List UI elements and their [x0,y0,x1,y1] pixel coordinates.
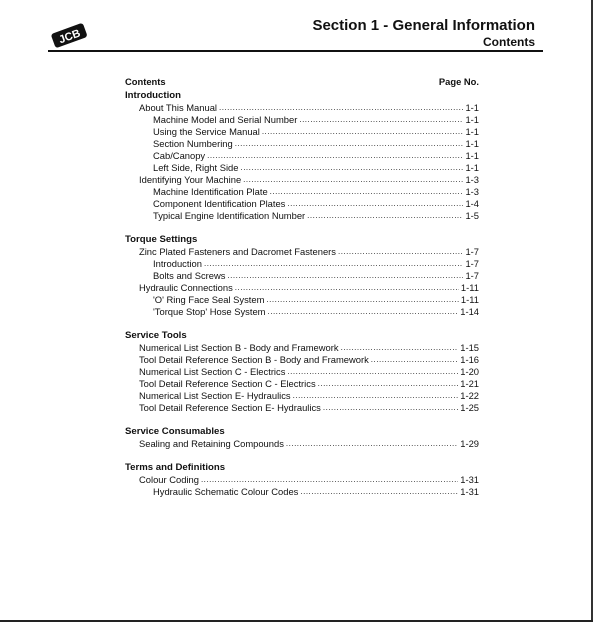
toc-section-title: Service Consumables [125,426,225,437]
toc-section-title: Introduction [125,90,181,101]
toc-entry-label: 'O' Ring Face Seal System [153,294,265,305]
toc-entry-page: 1-11 [460,282,479,293]
toc-entry-label: Left Side, Right Side [153,162,239,173]
toc-entry[interactable] [125,378,479,390]
toc-entry-page: 1-31 [460,474,479,485]
toc-entry[interactable] [125,246,479,258]
dot-leader [338,248,463,258]
toc-entry-page: 1-1 [465,150,479,161]
dot-leader [268,308,459,318]
toc-entry-label: Sealing and Retaining Compounds [139,438,284,449]
toc-entry[interactable] [125,126,479,138]
toc-entry-page: 1-1 [465,102,479,113]
toc-entry-page: 1-16 [460,354,479,365]
dot-leader [243,176,463,186]
toc-entry-label: Introduction [153,258,202,269]
toc-section-title: Service Tools [125,330,187,341]
dot-leader [323,404,458,414]
toc-entry-page: 1-1 [465,138,479,149]
toc-entry-label: Tool Detail Reference Section C - Electrics [139,378,316,389]
dot-leader [204,260,463,270]
toc-sections [125,90,479,498]
toc-entry[interactable] [125,150,479,162]
toc-entry[interactable] [125,198,479,210]
dot-leader [318,380,459,390]
header-rule [48,50,543,52]
toc-entry-page: 1-1 [465,162,479,173]
section-title: Section 1 - General Information [312,17,535,34]
toc-entry-label: Machine Identification Plate [153,186,268,197]
toc-entry-label: Hydraulic Connections [139,282,233,293]
toc-entry-page: 1-7 [465,270,479,281]
dot-leader [371,356,458,366]
toc-entry[interactable] [125,486,479,498]
toc-entry[interactable] [125,354,479,366]
dot-leader [207,152,463,162]
toc-section [125,90,479,222]
dot-leader [287,200,463,210]
toc-page-heading: Page No. [438,76,479,87]
toc-entry[interactable] [125,270,479,282]
toc-entry[interactable] [125,114,479,126]
toc-entry[interactable] [125,162,479,174]
toc-entry[interactable] [125,258,479,270]
toc-entry-page: 1-25 [460,402,479,413]
toc-entry-label: Machine Model and Serial Number [153,114,298,125]
dot-leader [240,164,463,174]
toc-entry-label: Typical Engine Identification Number [153,210,306,221]
toc-entry-label: Numerical List Section E- Hydraulics [139,390,291,401]
toc-entry-page: 1-5 [465,210,479,221]
toc-entry-page: 1-7 [465,246,479,257]
toc-entry[interactable] [125,306,479,318]
jcb-logo [50,22,88,49]
toc-entry[interactable] [125,342,479,354]
toc-entry-label: Component Identification Plates [153,198,286,209]
dot-leader [235,140,464,150]
toc-header [125,76,479,88]
toc-entry[interactable] [125,402,479,414]
dot-leader [227,272,463,282]
toc-entry[interactable] [125,294,479,306]
toc-entry-page: 1-31 [460,486,479,497]
toc-entry-label: Numerical List Section C - Electrics [139,366,286,377]
toc-entry[interactable] [125,174,479,186]
toc-section [125,234,479,318]
toc-entry-label: Zinc Plated Fasteners and Dacromet Fasteners [139,246,336,257]
toc-entry-page: 1-20 [460,366,479,377]
toc-section [125,426,479,450]
dot-leader [299,116,463,126]
table-of-contents [125,76,479,510]
toc-entry-label: Identifying Your Machine [139,174,242,185]
toc-entry[interactable] [125,366,479,378]
section-subtitle: Contents [483,35,535,49]
toc-entry[interactable] [125,390,479,402]
toc-entry-page: 1-29 [460,438,479,449]
dot-leader [235,284,459,294]
toc-entry-page: 1-11 [460,294,479,305]
dot-leader [287,368,458,378]
dot-leader [219,104,463,114]
toc-entry-page: 1-21 [460,378,479,389]
toc-entry-label: Cab/Canopy [153,150,206,161]
dot-leader [270,188,464,198]
toc-entry[interactable] [125,186,479,198]
toc-heading: Contents [125,76,166,87]
dot-leader [307,212,463,222]
toc-entry-page: 1-1 [465,126,479,137]
toc-section [125,462,479,498]
toc-entry[interactable] [125,282,479,294]
toc-entry-label: About This Manual [139,102,217,113]
toc-entry-page: 1-15 [460,342,479,353]
toc-entry-label: 'Torque Stop' Hose System [153,306,266,317]
toc-entry[interactable] [125,210,479,222]
toc-entry-label: Hydraulic Schematic Colour Codes [153,486,299,497]
dot-leader [341,344,459,354]
toc-entry-page: 1-3 [465,186,479,197]
dot-leader [293,392,459,402]
toc-section-title: Terms and Definitions [125,462,226,473]
toc-entry-label: Numerical List Section B - Body and Framework [139,342,339,353]
toc-entry[interactable] [125,138,479,150]
toc-entry-label: Tool Detail Reference Section B - Body and Framework [139,354,369,365]
toc-section [125,330,479,414]
dot-leader [300,488,458,498]
toc-entry[interactable] [125,102,479,114]
svg-text:JCB: JCB [57,27,83,47]
toc-entry-page: 1-22 [460,390,479,401]
toc-entry-label: Using the Service Manual [153,126,260,137]
dot-leader [201,476,458,486]
toc-entry-page: 1-7 [465,258,479,269]
toc-entry-label: Section Numbering [153,138,233,149]
toc-entry-page: 1-4 [465,198,479,209]
dot-leader [266,296,458,306]
toc-section-title: Torque Settings [125,234,198,245]
toc-entry-page: 1-3 [465,174,479,185]
toc-entry-page: 1-14 [460,306,479,317]
toc-entry-label: Bolts and Screws [153,270,226,281]
toc-entry-label: Colour Coding [139,474,199,485]
dot-leader [286,440,458,450]
toc-entry[interactable] [125,474,479,486]
toc-entry[interactable] [125,438,479,450]
toc-entry-page: 1-1 [465,114,479,125]
toc-entry-label: Tool Detail Reference Section E- Hydraulics [139,402,321,413]
dot-leader [262,128,464,138]
